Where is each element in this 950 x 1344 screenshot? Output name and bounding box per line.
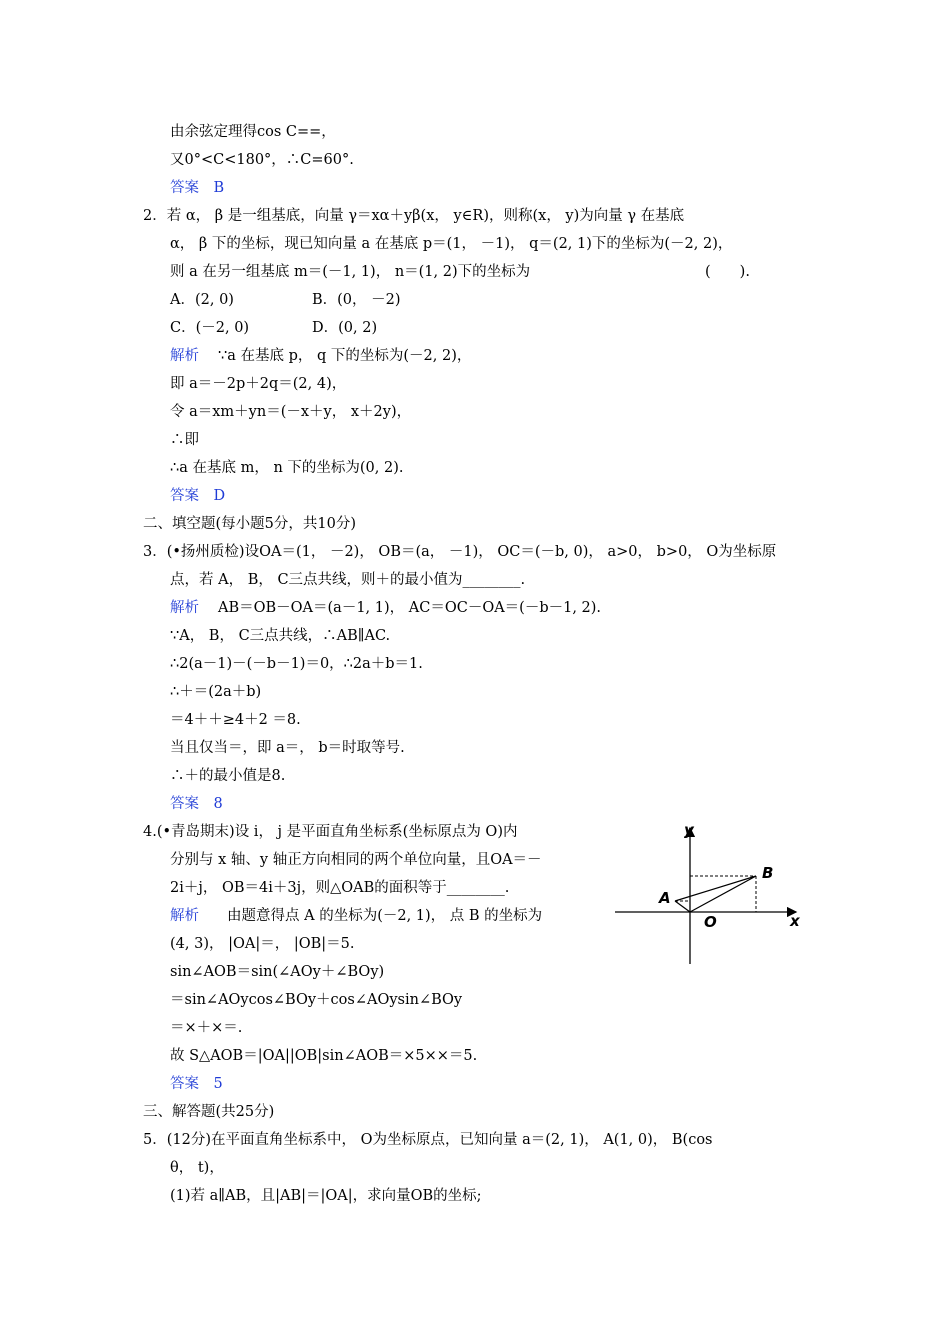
analysis-line: ＝×＋×＝. — [170, 1020, 243, 1036]
analysis-line: ∵A， B， C三点共线，∴AB∥AC. — [170, 628, 391, 644]
origin-label: O — [704, 913, 717, 931]
answer-line: 答案 B — [170, 180, 225, 196]
option-c: C．(－2, 0) — [170, 320, 250, 336]
analysis-line: sin∠AOB＝sin(∠AOy＋∠BOy) — [170, 964, 385, 980]
answer-blank: ( ). — [705, 264, 750, 280]
question-5-line: 5．(12分)在平面直角坐标系中， O为坐标原点，已知向量 a＝(2, 1)， A(1, 0)， B(cos — [143, 1132, 713, 1148]
analysis-line: AB＝OB－OA＝(a－1, 1)， AC＝OC－OA＝(－b－1, 2). — [218, 600, 602, 616]
section-heading: 二、填空题(每小题5分，共10分) — [143, 516, 356, 532]
segment-ab — [675, 876, 756, 901]
analysis-line: ∵a 在基底 p， q 下的坐标为(－2, 2)， — [218, 348, 472, 364]
segment-ob — [690, 876, 756, 912]
analysis-line: ∴即 — [170, 432, 199, 448]
analysis-line: 故 S△AOB＝|OA||OB|sin∠AOB＝×5××＝5. — [170, 1048, 478, 1064]
analysis-line: 由题意得点 A 的坐标为(－2, 1)， 点 B 的坐标为 — [227, 908, 543, 924]
question-5-line: θ， t)， — [170, 1160, 224, 1176]
option-a: A．(2, 0) — [170, 292, 234, 308]
question-4-line: 4.(•青岛期末)设 i， j 是平面直角坐标系(坐标原点为 O)内 — [143, 824, 518, 840]
analysis-line: ∴＋＝(2a＋b) — [170, 684, 262, 700]
point-a-label: A — [659, 889, 671, 907]
analysis-line: ∴＋的最小值是8. — [170, 768, 286, 784]
segment-oa — [675, 901, 690, 912]
x-label: x — [790, 912, 800, 930]
option-b: B．(0， －2) — [312, 292, 401, 308]
question-4-line: 分别与 x 轴、y 轴正方向相同的两个单位向量，且OA＝－ — [170, 852, 542, 868]
question-2-line: 则 a 在另一组基底 m＝(－1, 1)， n＝(1, 2)下的坐标为 — [170, 264, 531, 280]
answer-line: 答案 8 — [170, 796, 223, 812]
answer-line: 答案 D — [170, 488, 226, 504]
question-2-line: α， β 下的坐标，现已知向量 a 在基底 p＝(1， －1)， q＝(2, 1)下的坐标为(－2, 2)， — [170, 236, 733, 252]
analysis-line: (4, 3)， |OA|＝， |OB|＝5. — [170, 936, 355, 952]
analysis-label: 解析 — [170, 908, 199, 924]
analysis-line: 令 a＝xm＋yn＝(－x＋y， x＋2y)， — [170, 404, 412, 420]
analysis-label: 解析 — [170, 600, 199, 616]
analysis-line: ∴a 在基底 m， n 下的坐标为(0, 2). — [170, 460, 404, 476]
question-3-line: 点，若 A， B， C三点共线，则＋的最小值为________. — [170, 572, 526, 588]
answer-line: 答案 5 — [170, 1076, 223, 1092]
analysis-label: 解析 — [170, 348, 199, 364]
analysis-line: 即 a＝－2p＋2q＝(2, 4)， — [170, 376, 347, 392]
analysis-line: ＝sin∠AOycos∠BOy＋cos∠AOysin∠BOy — [170, 992, 463, 1008]
analysis-line: ∴2(a－1)－(－b－1)＝0，∴2a＋b＝1. — [170, 656, 423, 672]
question-2-line: 2．若 α， β 是一组基底，向量 γ＝xα＋yβ(x， y∈R)，则称(x， y)为向量 γ 在基底 — [143, 208, 685, 224]
section-heading: 三、解答题(共25分) — [143, 1104, 275, 1120]
analysis-line: ＝4＋＋≥4＋2 ＝8. — [170, 712, 301, 728]
text-line: 又0°<C<180°，∴C=60°. — [170, 152, 354, 168]
point-b-label: B — [762, 864, 774, 882]
question-5-line: (1)若 a∥AB，且|AB|＝|OA|，求向量OB的坐标; — [170, 1188, 482, 1204]
question-3-line: 3．(•扬州质检)设OA＝(1， －2)， OB＝(a， －1)， OC＝(－b, 0)， a>0， b>0， O为坐标原 — [143, 544, 777, 560]
text-line: 由余弦定理得cos C==， — [170, 124, 336, 140]
option-d: D．(0, 2) — [312, 320, 378, 336]
y-label: y — [684, 821, 694, 839]
coordinate-figure — [610, 818, 810, 968]
question-4-line: 2i＋j， OB＝4i＋3j，则△OAB的面积等于________. — [170, 880, 510, 896]
analysis-line: 当且仅当＝，即 a＝， b＝时取等号. — [170, 740, 405, 756]
